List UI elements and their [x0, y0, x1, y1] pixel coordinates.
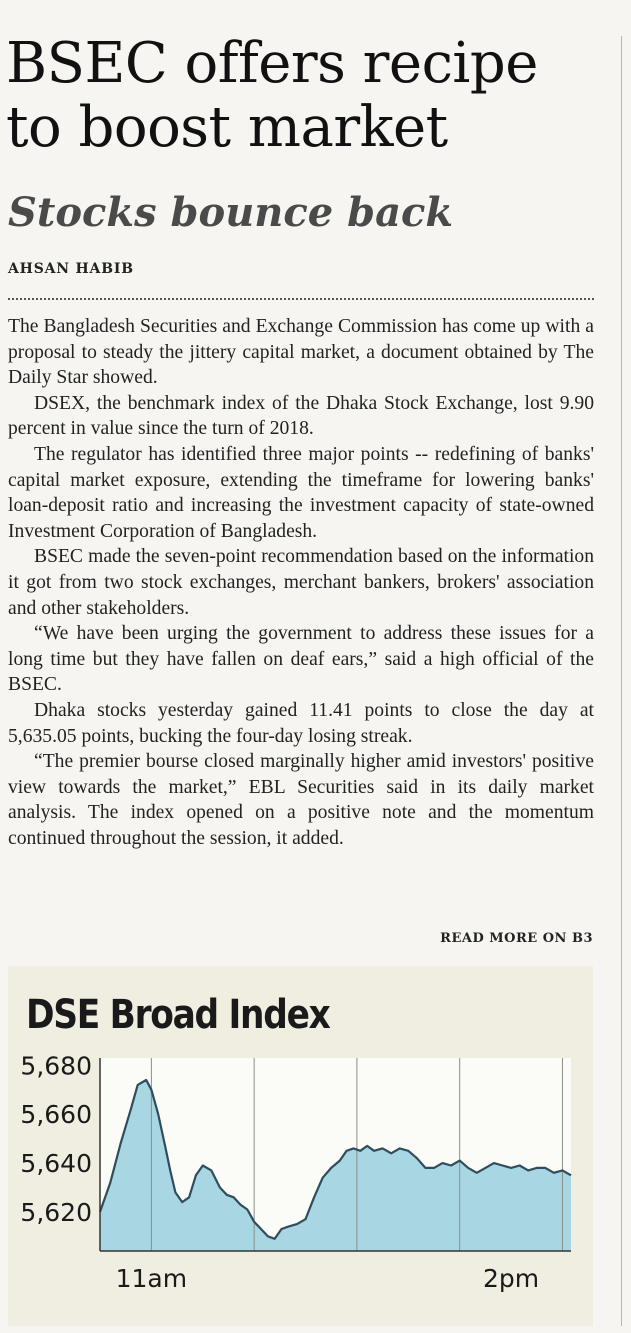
subheadline: Stocks bounce back: [8, 189, 454, 236]
paragraph: The regulator has identified three major points -- redefining of banks' capital market exposure, extending the timeframe for lowering banks' loan-deposit ratio and increasing the investment capacity of state-owned Investment Corporation of Bangladesh.: [8, 443, 594, 542]
paragraph: DSEX, the benchmark index of the Dhaka Stock Exchange, lost 9.90 percent in value since the turn of 2018.: [8, 392, 594, 440]
y-tick-label: 5,640: [20, 1149, 92, 1179]
x-tick-label: 11am: [115, 1264, 188, 1293]
read-more-link[interactable]: READ MORE ON B3: [440, 931, 593, 946]
y-tick-label: 5,620: [20, 1197, 92, 1227]
paragraph: “We have been urging the government to address these issues for a long time but they have fallen on deaf ears,” said a high official of the BSEC.: [8, 623, 594, 696]
y-tick-label: 5,680: [20, 1051, 92, 1081]
headline-line-1: BSEC offers recipe: [6, 31, 538, 96]
chart-title: DSE Broad Index: [26, 992, 330, 1038]
byline: AHSAN HABIB: [8, 261, 134, 277]
paragraph: The Bangladesh Securities and Exchange Commission has come up with a proposal to steady the jittery capital market, a document obtained by The Daily Star showed.: [8, 316, 594, 389]
paragraph: BSEC made the seven-point recommendation based on the information it got from two stock exchanges, merchant bankers, brokers' association and other stakeholders.: [8, 546, 594, 619]
y-tick-label: 5,660: [20, 1100, 92, 1130]
headline-line-2: to boost market: [6, 95, 448, 160]
paragraph: Dhaka stocks yesterday gained 11.41 points to close the day at 5,635.05 points, bucking the four-day losing streak.: [8, 699, 594, 747]
paragraph: “The premier bourse closed marginally higher amid investors' positive view towards the market,” EBL Securities said in its daily market analysis. The index opened on a positive note and the momentum continued throughout the session, it added.: [8, 751, 594, 849]
x-tick-label: 2pm: [482, 1264, 540, 1293]
